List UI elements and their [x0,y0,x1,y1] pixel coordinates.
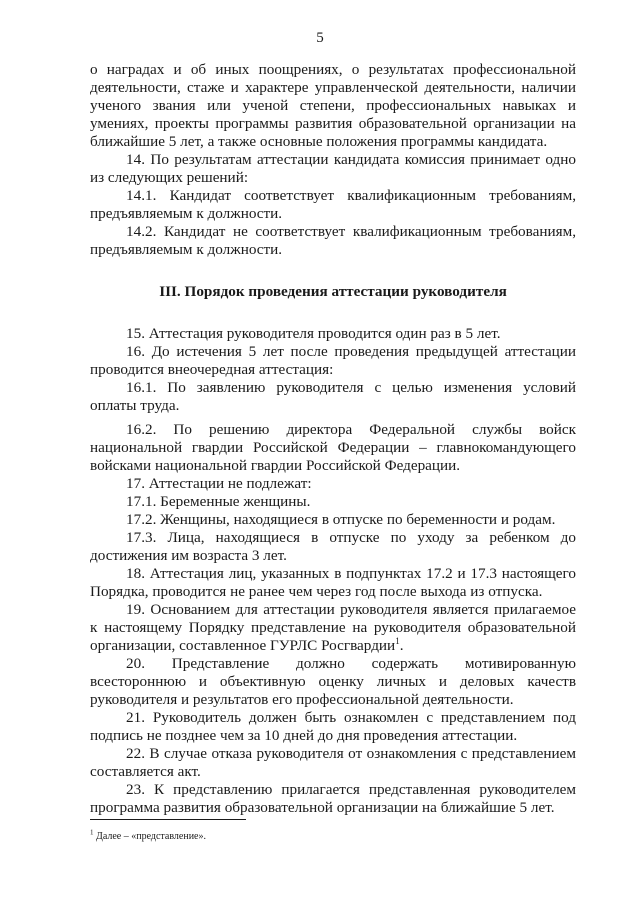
section-heading: III. Порядок проведения аттестации руководителя [159,283,507,300]
footnote-divider [90,819,246,820]
paragraph-14-1: 14.1. Кандидат соответствует квалификационным требованиям, предъявляемым к должности. [90,187,576,222]
page-number: 5 [316,30,324,46]
paragraph-19 [90,601,576,655]
paragraph-17: 17. Аттестации не подлежат: [126,475,312,492]
paragraph-22: 22. В случае отказа руководителя от ознакомления с представлением составляется акт. [90,745,576,780]
paragraph-23: 23. К представлению прилагается представленная руководителем программа развития образовательной организации на ближайшие 5 лет. [90,781,576,816]
paragraph-17-2: 17.2. Женщины, находящиеся в отпуске по беременности и родам. [126,511,556,528]
paragraph-17-3: 17.3. Лица, находящиеся в отпуске по уходу за ребенком до достижения им возраста 3 лет. [90,529,576,564]
paragraph-16-1: 16.1. По заявлению руководителя с целью изменения условий оплаты труда. [90,379,576,414]
footnote-marker: 1 [90,828,94,837]
paragraph-19-text: 19. Основанием для аттестации руководителя является прилагаемое к настоящему Порядку представление на руководителя образовательной организации, составленное ГУРЛС Росгвардии [90,601,576,654]
paragraph-19-period: . [399,637,404,654]
paragraph-17-1: 17.1. Беременные женщины. [126,493,311,510]
document-body [90,61,576,817]
footnote [90,828,576,843]
paragraph-20: 20. Представление должно содержать мотивированную всестороннюю и объективную оценку личных и деловых качеств руководителя и результатов его профессиональной деятельности. [90,655,576,708]
footnote-text: Далее – «представление». [96,831,206,842]
paragraph-14: 14. По результатам аттестации кандидата комиссия принимает одно из следующих решений: [90,151,576,186]
paragraph-continuation: о наградах и об иных поощрениях, о результатах профессиональной деятельности, стаже и характере управленческой деятельности, наличии ученого звания или ученой степени, профессиональных навыках и умениях, проекты программы развития образовательной организации на ближайшие 5 лет, а также основные положения программы кандидата. [90,61,576,150]
paragraph-14-2: 14.2. Кандидат не соответствует квалификационным требованиям, предъявляемым к должности. [90,223,576,258]
paragraph-15: 15. Аттестация руководителя проводится один раз в 5 лет. [126,325,501,342]
paragraph-16-2: 16.2. По решению директора Федеральной службы войск национальной гвардии Российской Федерации – главнокомандующего войсками национальной гвардии Российской Федерации. [90,421,576,474]
paragraph-16: 16. До истечения 5 лет после проведения предыдущей аттестации проводится внеочередная аттестация: [90,343,576,378]
paragraph-18: 18. Аттестация лиц, указанных в подпунктах 17.2 и 17.3 настоящего Порядка, проводится не ранее чем через год после выхода из отпуска. [90,565,576,600]
footnote-reference: 1 [395,635,400,646]
paragraph-21: 21. Руководитель должен быть ознакомлен с представлением под подпись не позднее чем за 10 дней до дня проведения аттестации. [90,709,576,744]
